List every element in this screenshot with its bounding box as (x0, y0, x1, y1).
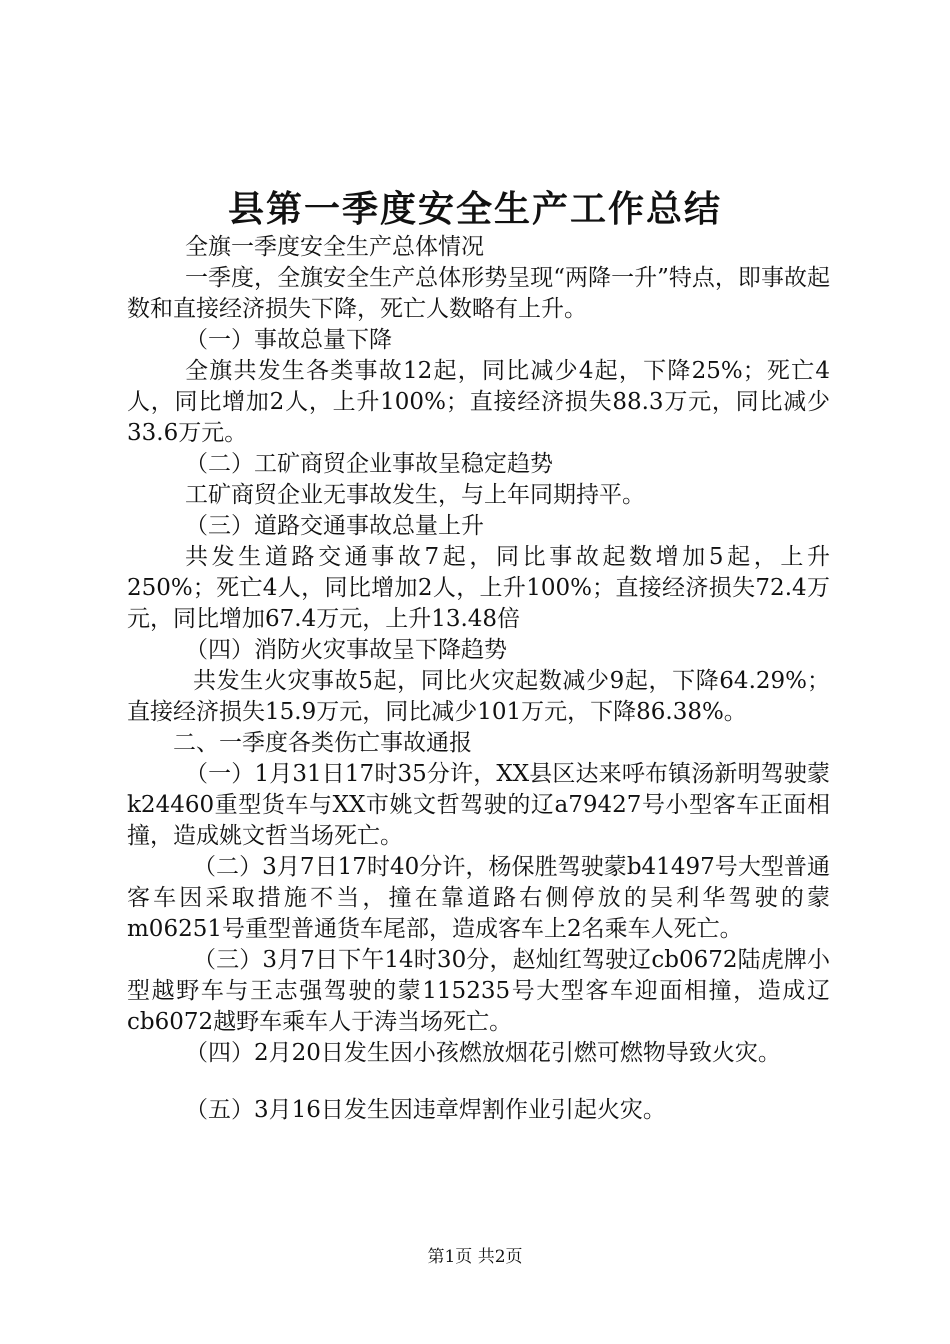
subheading-fire: （四）消防火灾事故呈下降趋势 (185, 637, 507, 663)
report-item-5: （五）3月16日发生因违章焊割作业引起火灾。 (185, 1097, 666, 1123)
document-title: 县第一季度安全生产工作总结 (227, 188, 722, 230)
page-footer: 第1页 共2页 (427, 1247, 523, 1267)
paragraph-total-accidents: 全旗共发生各类事故12起，同比减少4起，下降25%；死亡4人，同比增加2人，上升100%；直接经济损失88.3万元，同比减少33.6万元。 (127, 358, 830, 446)
report-item-2: （二）3月7日17时40分许，杨保胜驾驶蒙b41497号大型普通客车因采取措施不当，撞在靠道路右侧停放的吴利华驾驶的蒙m06251号重型普通货车尾部，造成客车上2名乘车人死亡。 (127, 854, 830, 942)
report-item-4: （四）2月20日发生因小孩燃放烟花引燃可燃物导致火灾。 (185, 1040, 781, 1066)
paragraph-traffic: 共发生道路交通事故7起，同比事故起数增加5起，上升250%；死亡4人，同比增加2人，上升100%；直接经济损失72.4万元，同比增加67.4万元，上升13.48倍 (127, 544, 830, 632)
paragraph-industrial: 工矿商贸企业无事故发生，与上年同期持平。 (185, 482, 645, 508)
report-item-1: （一）1月31日17时35分许，XX县区达来呼布镇汤新明驾驶蒙k24460重型货车与XX市姚文哲驾驶的辽a79427号小型客车正面相撞，造成姚文哲当场死亡。 (127, 761, 830, 849)
section-heading-overview: 全旗一季度安全生产总体情况 (185, 234, 484, 260)
paragraph-overview: 一季度，全旗安全生产总体形势呈现“两降一升”特点，即事故起数和直接经济损失下降，死亡人数略有上升。 (127, 265, 830, 322)
subheading-traffic: （三）道路交通事故总量上升 (185, 513, 484, 539)
document-body (127, 232, 830, 1126)
section-heading-casualty-reports: 二、一季度各类伤亡事故通报 (173, 730, 472, 756)
paragraph-fire: 共发生火灾事故5起，同比火灾起数减少9起，下降64.29%；直接经济损失15.9万元，同比减少101万元，下降86.38%。 (127, 668, 830, 725)
subheading-industrial: （二）工矿商贸企业事故呈稳定趋势 (185, 451, 553, 477)
subheading-total-accidents: （一）事故总量下降 (185, 327, 392, 353)
report-item-3: （三）3月7日下午14时30分，赵灿红驾驶辽cb0672陆虎牌小型越野车与王志强驾驶的蒙115235号大型客车迎面相撞，造成辽cb6072越野车乘车人于涛当场死亡。 (127, 947, 830, 1035)
